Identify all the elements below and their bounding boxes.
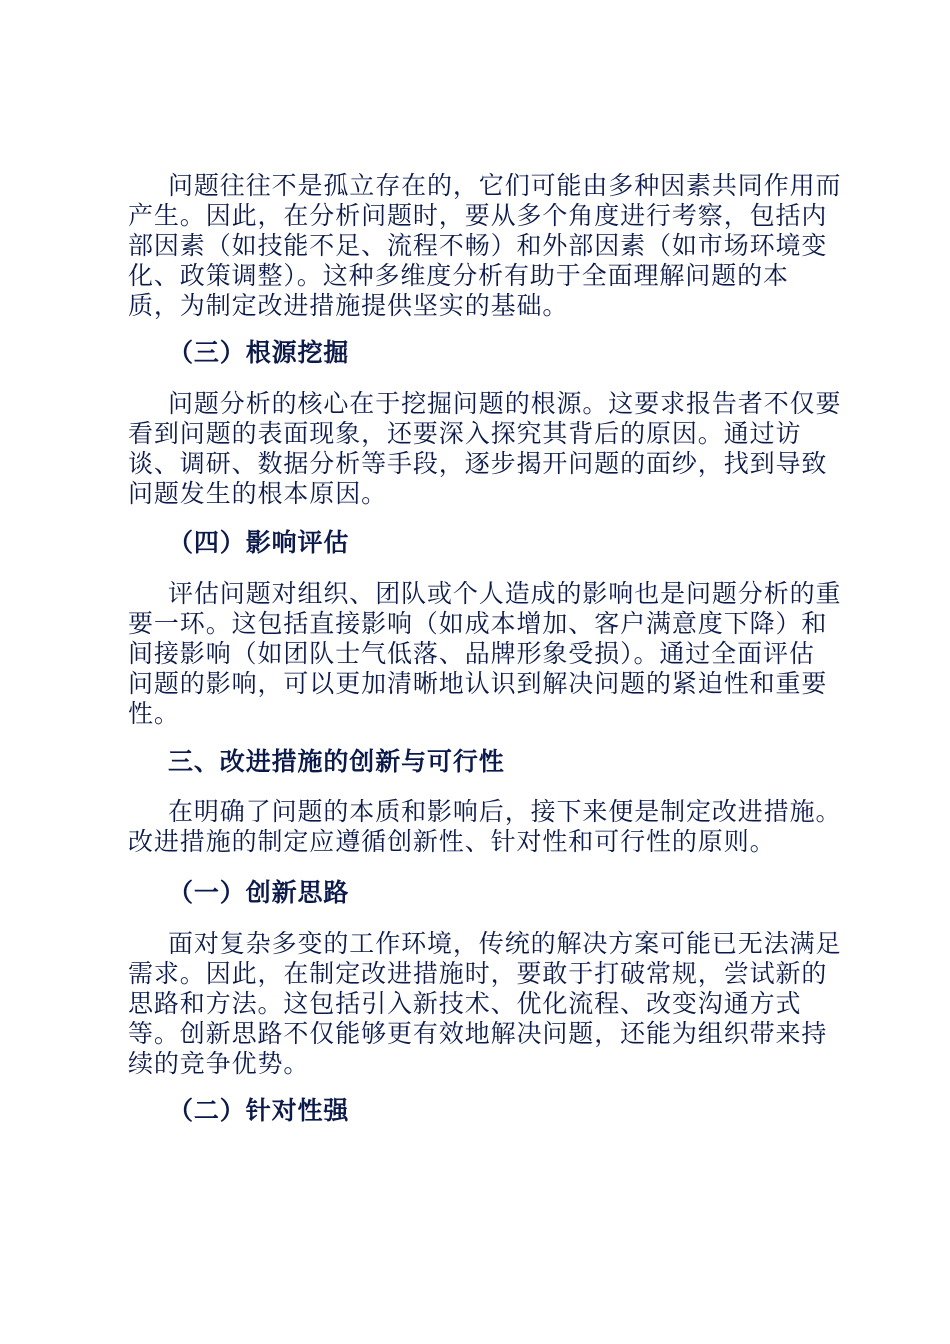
text-line: 间接影响（如团队士气低落、品牌形象受损）。通过全面评估 xyxy=(128,639,815,668)
text-line: 部因素（如技能不足、流程不畅）和外部因素（如市场环境变 xyxy=(128,231,828,260)
paragraph-measures-intro xyxy=(128,797,842,857)
paragraph-root-cause xyxy=(128,389,842,509)
text-line: 问题往往不是孤立存在的，它们可能由多种因素共同作用而 xyxy=(168,171,842,200)
text-line: 需求。因此，在制定改进措施时，要敢于打破常规，尝试新的 xyxy=(128,959,828,988)
text-line: 在明确了问题的本质和影响后，接下来便是制定改进措施。 xyxy=(168,797,842,826)
text-line: 面对复杂多变的工作环境，传统的解决方案可能已无法满足 xyxy=(168,929,842,958)
paragraph-multidimensional-analysis xyxy=(128,171,842,321)
text-line: 质，为制定改进措施提供坚实的基础。 xyxy=(128,291,569,320)
subheading-targeted: （二）针对性强 xyxy=(168,1096,350,1125)
text-line: 评估问题对组织、团队或个人造成的影响也是问题分析的重 xyxy=(168,579,842,608)
text-line: 改进措施的制定应遵循创新性、针对性和可行性的原则。 xyxy=(128,827,776,856)
text-line: 性。 xyxy=(128,699,180,728)
subheading-innovative-thinking: （一）创新思路 xyxy=(168,878,350,907)
text-line: 化、政策调整）。这种多维度分析有助于全面理解问题的本 xyxy=(128,261,789,290)
text-line: 思路和方法。这包括引入新技术、优化流程、改变沟通方式 xyxy=(128,989,802,1018)
subheading-impact-assessment: （四）影响评估 xyxy=(168,528,350,557)
text-line: 续的竞争优势。 xyxy=(128,1049,310,1078)
subheading-root-cause: （三）根源挖掘 xyxy=(168,338,350,367)
text-line: 看到问题的表面现象，还要深入探究其背后的原因。通过访 xyxy=(128,419,802,448)
section-heading-improvement-measures: 三、改进措施的创新与可行性 xyxy=(168,747,505,776)
text-line: 问题的影响，可以更加清晰地认识到解决问题的紧迫性和重要 xyxy=(128,669,828,698)
text-line: 问题发生的根本原因。 xyxy=(128,479,388,508)
text-line: 问题分析的核心在于挖掘问题的根源。这要求报告者不仅要 xyxy=(168,389,842,418)
text-line: 谈、调研、数据分析等手段，逐步揭开问题的面纱，找到导致 xyxy=(128,449,828,478)
text-line: 产生。因此，在分析问题时，要从多个角度进行考察，包括内 xyxy=(128,201,828,230)
paragraph-innovative-thinking xyxy=(128,929,842,1079)
paragraph-impact-assessment xyxy=(128,579,842,729)
text-line: 等。创新思路不仅能够更有效地解决问题，还能为组织带来持 xyxy=(128,1019,828,1048)
text-line: 要一环。这包括直接影响（如成本增加、客户满意度下降）和 xyxy=(128,609,828,638)
